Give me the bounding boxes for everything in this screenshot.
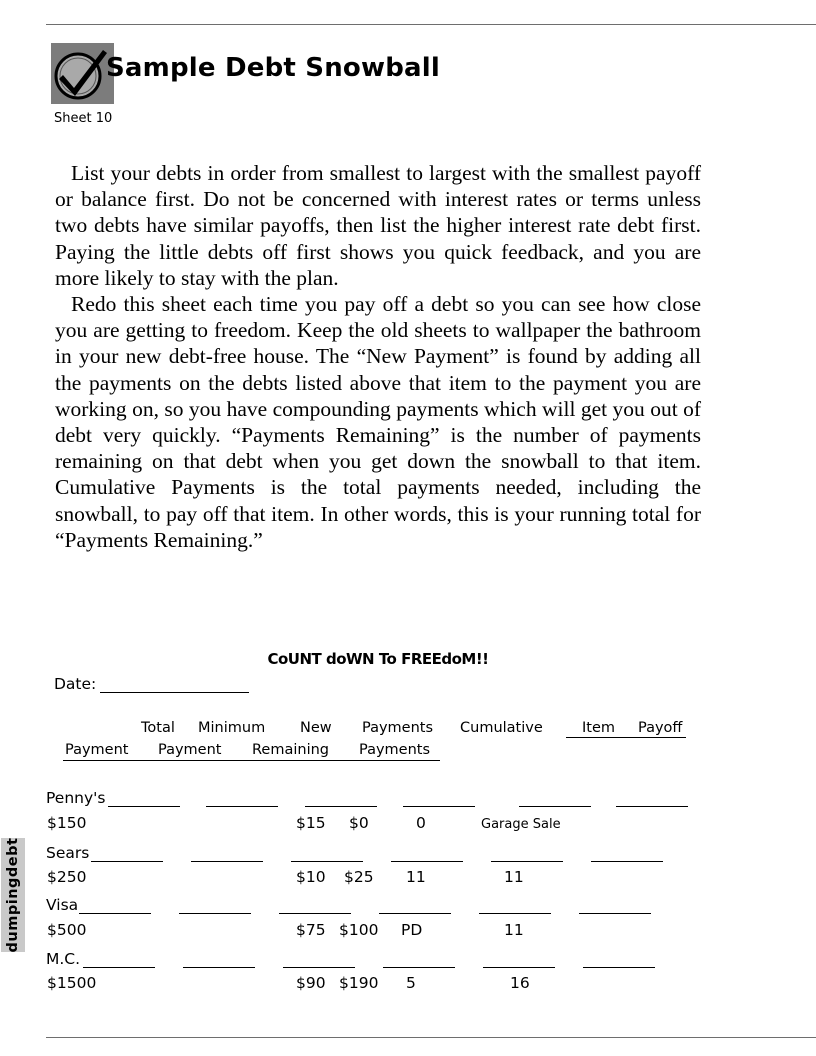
- row-payoff: $250: [47, 868, 87, 886]
- row-payments-remaining: 5: [406, 974, 416, 992]
- blank-field[interactable]: [383, 967, 455, 968]
- row-min-payment: $90: [296, 974, 326, 992]
- blank-field[interactable]: [279, 913, 351, 914]
- paragraph-2: Redo this sheet each time you pay off a debt so you can see how close you are getting to freedom. Keep the old sheets to wallpaper the bathroom in your new debt-free house. The “New Payment” is found by adding all the payments on the debts listed above that item to the payment you are working on, so you have compounding payments which will get you out of debt very quickly. “Payments Remaining” is the number of payments remaining on that debt when you get down the snowball to that item. Cumulative Payments is the total payments needed, including the snowball, to pay off that item. In other words, this is your running total for “Payments Remaining.”: [55, 292, 701, 552]
- header-payments-2: Payments: [359, 742, 431, 758]
- sheet-number: Sheet 10: [54, 111, 113, 126]
- header-payments: Payments: [362, 720, 434, 736]
- header-minimum: Minimum: [198, 720, 266, 736]
- row-payments-remaining: 11: [406, 868, 426, 886]
- page-title: Sample Debt Snowball: [106, 53, 440, 83]
- blank-field[interactable]: [403, 806, 475, 807]
- side-tab-label: dumpingdebt: [5, 837, 21, 953]
- row-cumulative: 11: [504, 921, 524, 939]
- row-min-payment: $10: [296, 868, 326, 886]
- top-rule: [46, 24, 816, 25]
- blank-field[interactable]: [579, 913, 651, 914]
- blank-field[interactable]: [191, 861, 263, 862]
- blank-field[interactable]: [483, 967, 555, 968]
- row-min-payment: $75: [296, 921, 326, 939]
- blank-field[interactable]: [283, 967, 355, 968]
- paragraph-1: List your debts in order from smallest to largest with the smallest payoff or balance first. Do not be concerned with interest rates or terms unless two debts have similar payoffs, then list the higher interest rate debt first. Paying the little debts off first shows you quick feedback, and you are more likely to stay with the plan.: [55, 161, 701, 290]
- row-new-payment: $0: [349, 814, 369, 832]
- form-title: CoUNT doWN To FREEdoM!!: [267, 650, 489, 668]
- row-min-payment: $15: [296, 814, 326, 832]
- row-payoff: $150: [47, 814, 87, 832]
- blank-field[interactable]: [91, 861, 163, 862]
- row-cumulative: 11: [504, 868, 524, 886]
- header-total: Total: [141, 720, 175, 736]
- blank-field[interactable]: [183, 967, 255, 968]
- header-underline-right: [566, 737, 686, 738]
- row-payments-remaining: 0: [416, 814, 426, 832]
- header-item: Item: [582, 720, 616, 736]
- blank-field[interactable]: [305, 806, 377, 807]
- blank-field[interactable]: [291, 861, 363, 862]
- row-item-sears: Sears: [46, 844, 90, 862]
- row-payments-remaining: PD: [401, 921, 423, 939]
- row-new-payment: $25: [344, 868, 374, 886]
- row-cumulative: 16: [510, 974, 530, 992]
- row-payoff: $1500: [47, 974, 97, 992]
- blank-field[interactable]: [83, 967, 155, 968]
- blank-field[interactable]: [479, 913, 551, 914]
- bottom-rule: [46, 1037, 816, 1038]
- blank-field[interactable]: [108, 806, 180, 807]
- header-payment-1: Payment: [65, 742, 129, 758]
- row-new-payment: $100: [339, 921, 379, 939]
- row-new-payment: $190: [339, 974, 379, 992]
- blank-field[interactable]: [79, 913, 151, 914]
- blank-field[interactable]: [616, 806, 688, 807]
- header-cumulative: Cumulative: [460, 720, 543, 736]
- instructions-text: [55, 160, 701, 553]
- row-payoff: $500: [47, 921, 87, 939]
- blank-field[interactable]: [179, 913, 251, 914]
- row-item-visa: Visa: [46, 896, 79, 914]
- blank-field[interactable]: [491, 861, 563, 862]
- blank-field[interactable]: [391, 861, 463, 862]
- checkmark-logo-icon: [51, 43, 114, 104]
- row-cumulative: Garage Sale: [481, 817, 561, 832]
- blank-field[interactable]: [519, 806, 591, 807]
- date-field[interactable]: [100, 692, 249, 693]
- row-item-pennys: Penny's: [46, 789, 106, 807]
- header-new: New: [300, 720, 332, 736]
- row-item-mc: M.C.: [46, 950, 81, 968]
- blank-field[interactable]: [591, 861, 663, 862]
- blank-field[interactable]: [206, 806, 278, 807]
- blank-field[interactable]: [379, 913, 451, 914]
- header-underline-left: [63, 760, 440, 761]
- date-label: Date:: [54, 675, 97, 693]
- header-payoff: Payoff: [638, 720, 683, 736]
- header-remaining: Remaining: [252, 742, 329, 758]
- header-payment-2: Payment: [158, 742, 222, 758]
- blank-field[interactable]: [583, 967, 655, 968]
